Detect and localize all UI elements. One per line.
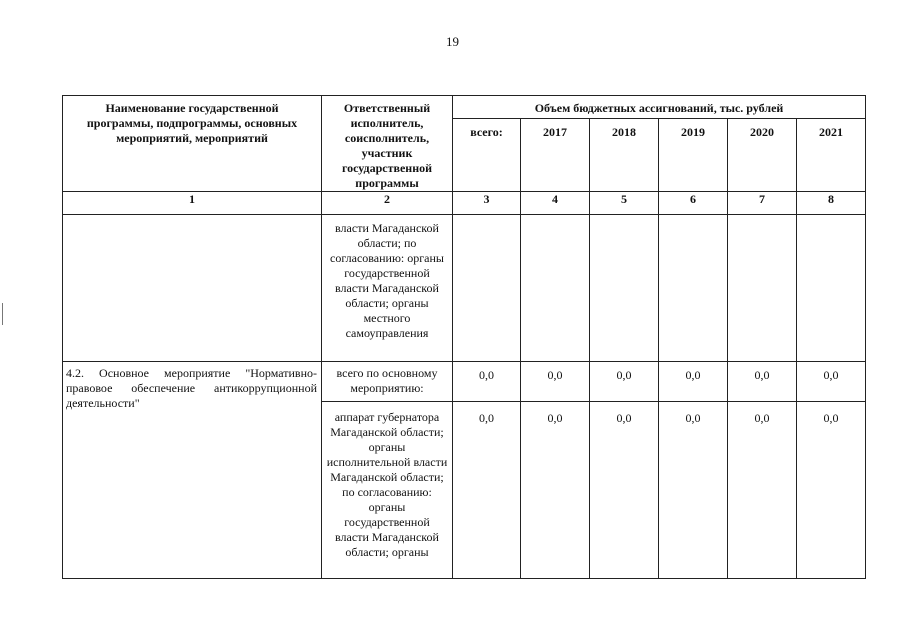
column-number: 5: [590, 192, 659, 215]
value-cell: 0,0: [797, 402, 866, 579]
column-number: 8: [797, 192, 866, 215]
value-cell: [797, 215, 866, 362]
header-total: всего:: [453, 119, 521, 192]
value-cell: 0,0: [521, 362, 590, 402]
column-number: 4: [521, 192, 590, 215]
header-year-2017: 2017: [521, 119, 590, 192]
page-number: 19: [446, 34, 459, 49]
value-cell: 0,0: [659, 362, 728, 402]
row-responsible-cell: аппарат губернатора Магаданской области; органы исполнительной власти Магаданской области; по согласованию: органы государственной власти Магаданской области; органы: [322, 402, 453, 579]
budget-allocation-table: [62, 95, 866, 579]
value-cell: 0,0: [453, 402, 521, 579]
table-row: [63, 215, 866, 362]
value-cell: 0,0: [521, 402, 590, 579]
column-number: 6: [659, 192, 728, 215]
table-row: [63, 362, 866, 402]
value-cell: [453, 215, 521, 362]
header-year-2021: 2021: [797, 119, 866, 192]
column-number: 2: [322, 192, 453, 215]
value-cell: [728, 215, 797, 362]
column-number: 7: [728, 192, 797, 215]
header-budget-volume: Объем бюджетных ассигнований, тыс. рублей: [453, 96, 866, 119]
value-cell: [659, 215, 728, 362]
value-cell: 0,0: [728, 402, 797, 579]
column-number-row: [63, 192, 866, 215]
header-responsible: Ответственный исполнитель, соисполнитель, участник государственной программы: [322, 96, 453, 192]
value-cell: 0,0: [453, 362, 521, 402]
row-responsible-cell: власти Магаданской области; по согласованию: органы государственной власти Магаданской области; органы местного самоуправления: [322, 215, 453, 362]
column-number: 3: [453, 192, 521, 215]
column-number: 1: [63, 192, 322, 215]
header-year-2020: 2020: [728, 119, 797, 192]
value-cell: 0,0: [728, 362, 797, 402]
value-cell: 0,0: [590, 402, 659, 579]
value-cell: 0,0: [590, 362, 659, 402]
header-program-name: Наименование государственной программы, подпрограммы, основных мероприятий, мероприятий: [63, 96, 322, 192]
header-year-2018: 2018: [590, 119, 659, 192]
value-cell: 0,0: [659, 402, 728, 579]
row-name-cell: [63, 215, 322, 362]
value-cell: [521, 215, 590, 362]
scan-edge-mark: [2, 303, 3, 325]
row-responsible-cell: всего по основному мероприятию:: [322, 362, 453, 402]
value-cell: 0,0: [797, 362, 866, 402]
header-year-2019: 2019: [659, 119, 728, 192]
value-cell: [590, 215, 659, 362]
main-activity-name-cell: 4.2. Основное мероприятие "Нормативно-правовое обеспечение антикоррупционной деятельности": [63, 362, 322, 579]
